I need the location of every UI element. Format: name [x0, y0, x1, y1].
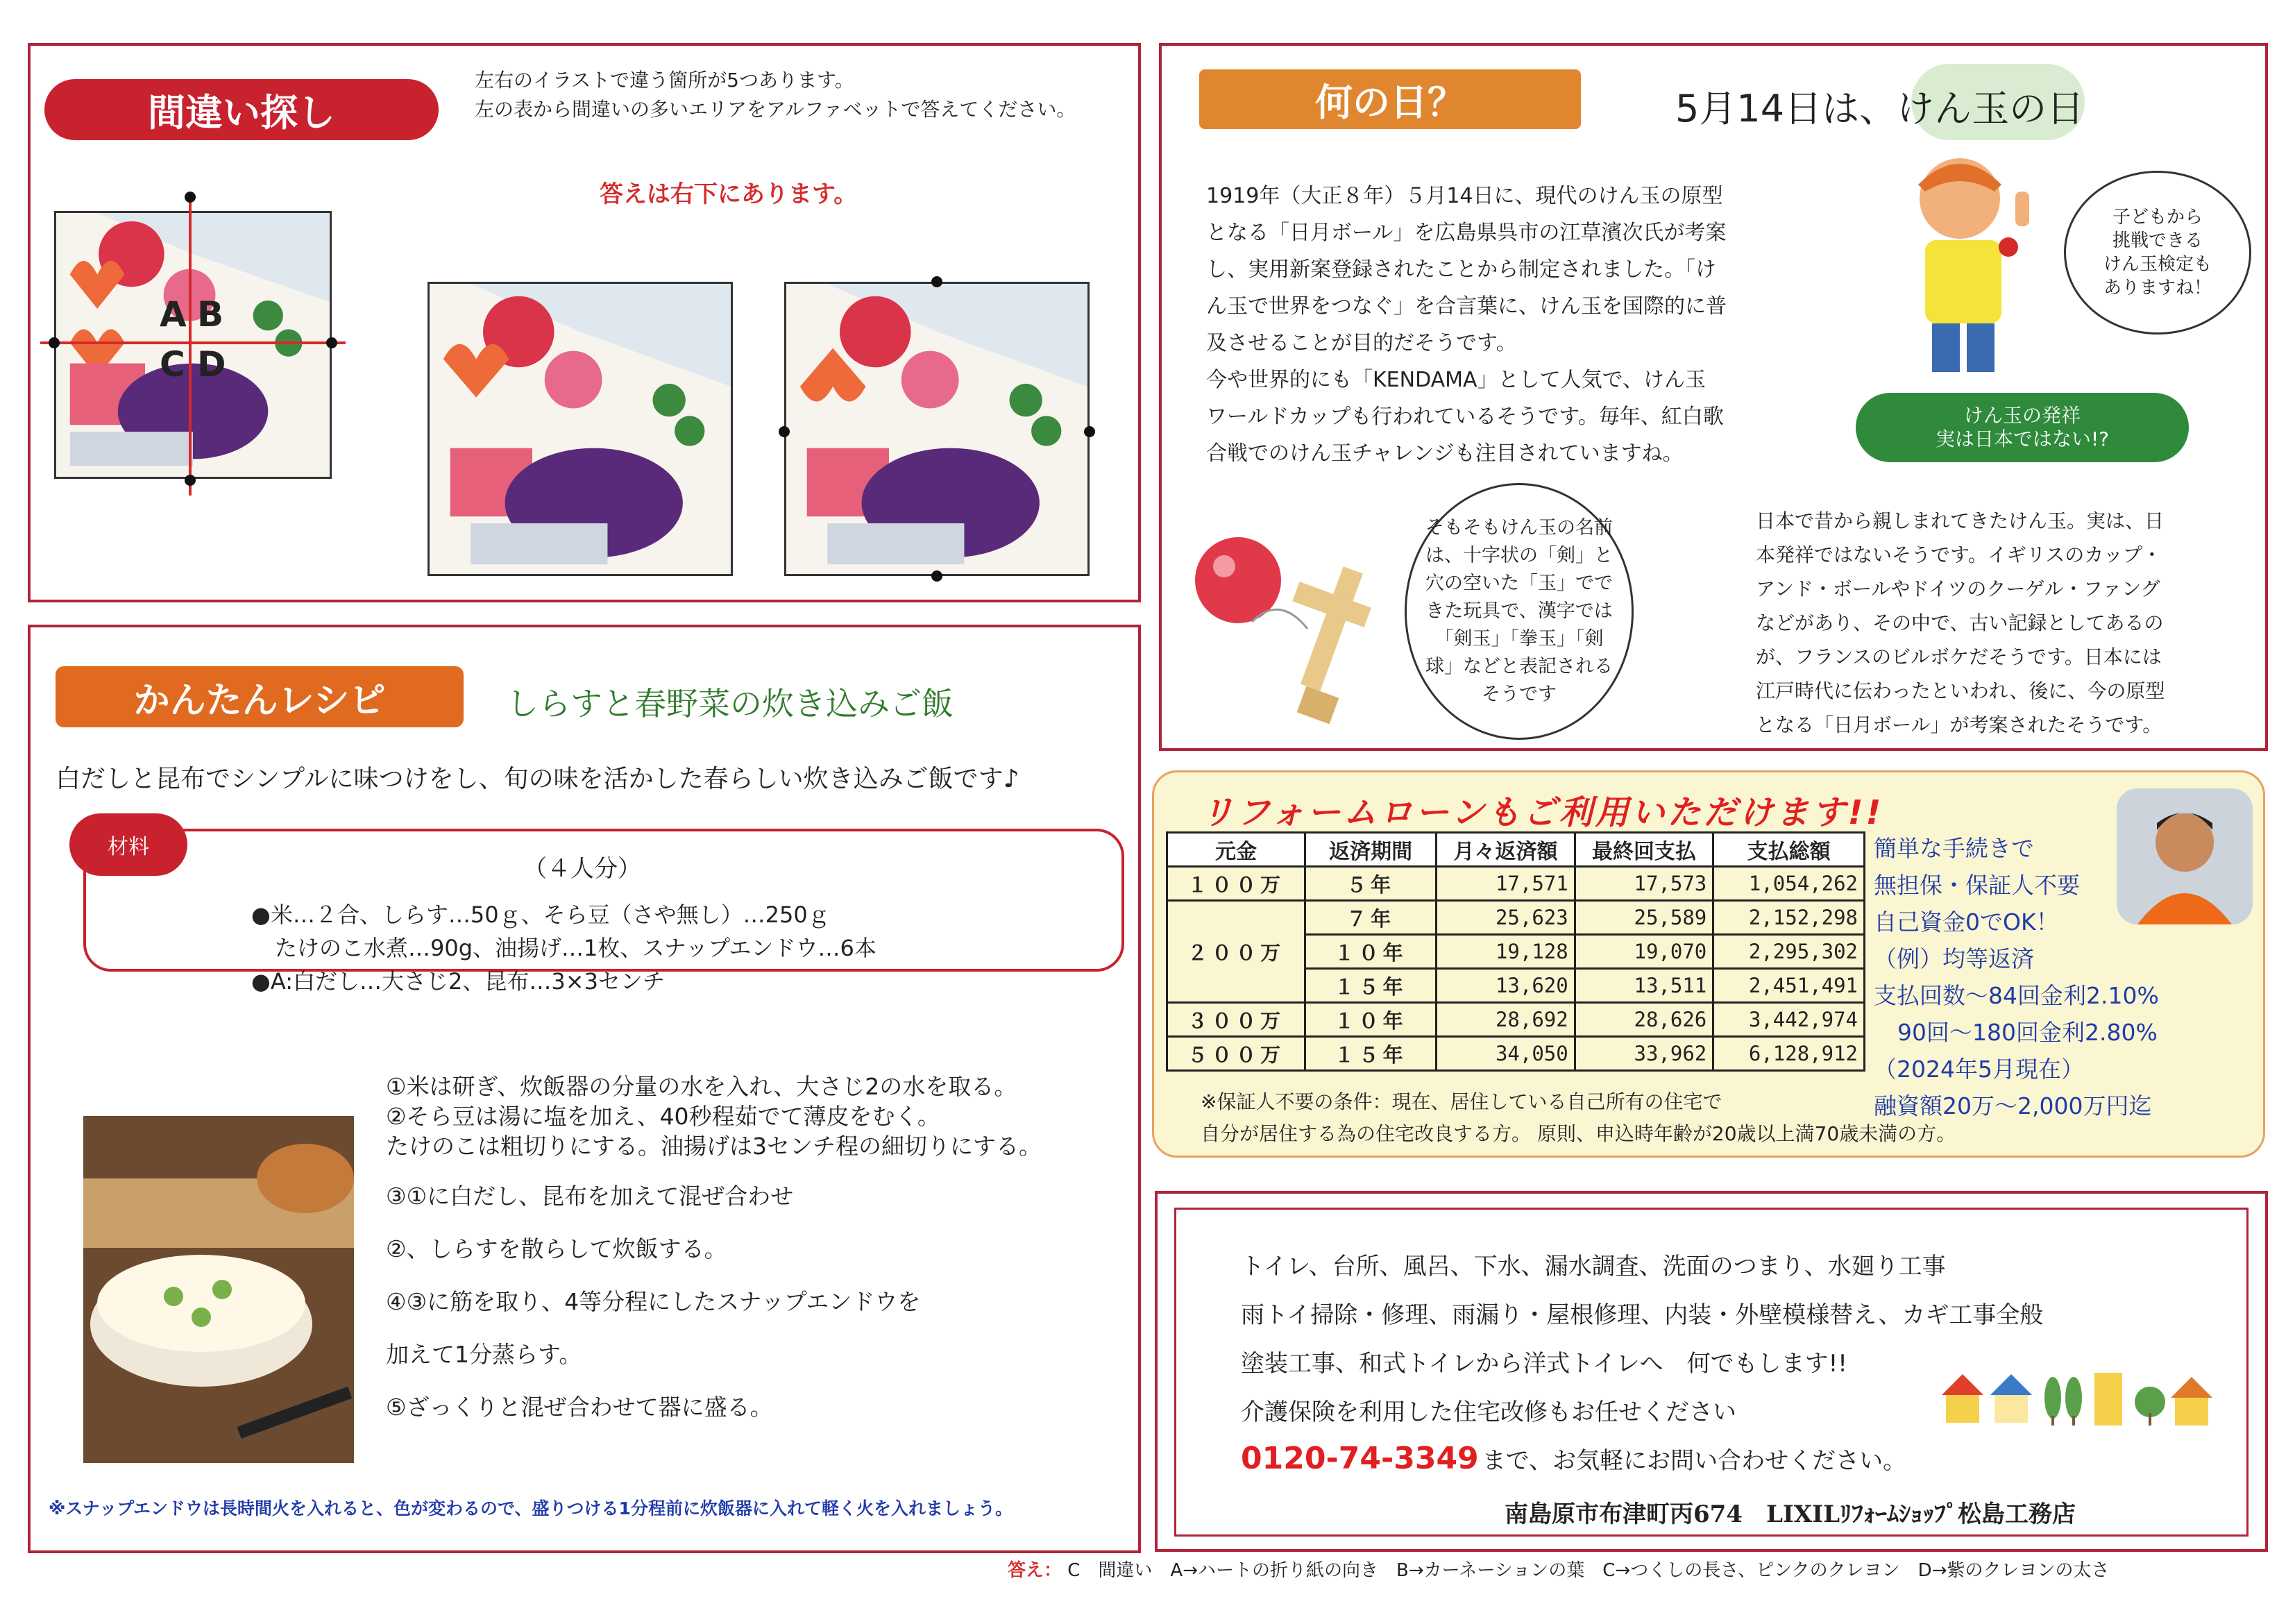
- bubble-line: そうです: [1482, 684, 1557, 705]
- origin-line: 日本で昔から親しまれてきたけん玉。実は、日: [1756, 509, 2165, 532]
- loan-table: [1166, 831, 1865, 1072]
- modified-marker-left: [779, 426, 790, 437]
- ingredient-line: たけのこ水煮…90g、油揚げ…1枚、スナップエンドウ…6本: [275, 935, 876, 961]
- recipe-step: ③①に白だし、昆布を加えて混ぜ合わせ: [386, 1183, 794, 1210]
- answer-location-note: 答えは右下にあります。: [600, 180, 858, 208]
- modified-marker-top: [931, 276, 942, 287]
- recipe-title-pill: かんたんレシピ: [56, 666, 464, 727]
- history-line: ん玉で世界をつなぐ」を合言葉に、けん玉を国際的に普: [1206, 294, 1727, 319]
- grid-marker-top: [185, 192, 196, 203]
- recipe-step: ②、しらすを散らして炊飯する。: [386, 1235, 727, 1262]
- grid-label-c: C: [160, 344, 185, 384]
- total-cell: 2,295,302: [1713, 935, 1865, 969]
- original-drawing: [430, 284, 731, 574]
- bubble-line: 「剣玉」「拳玉」「剣: [1434, 628, 1604, 650]
- loan-condition-1: ※保証人不要の条件：現在、居住している自己所有の住宅で: [1201, 1090, 1722, 1113]
- grid-label-a: A: [160, 294, 187, 335]
- benefit-line: （例）均等返済: [1874, 945, 2034, 972]
- col-total: 支払総額: [1713, 833, 1865, 867]
- modified-illustration: [784, 282, 1090, 576]
- loan-condition-2: 自分が居住する為の住宅改良する方。 原則、申込時年齢が20歳以上満70歳未満の方。: [1201, 1122, 1956, 1145]
- col-final: 最終回支払: [1575, 833, 1713, 867]
- what-day-title-pill: 何の日？: [1199, 69, 1581, 129]
- final-cell: 17,573: [1575, 867, 1713, 901]
- contact-line: [1241, 1441, 1906, 1476]
- ingredients-tag: 材料: [69, 813, 187, 876]
- table-row: [1167, 1037, 1865, 1071]
- service-line: トイレ、台所、風呂、下水、漏水調査、洗面のつまり、水廻り工事: [1241, 1253, 1946, 1280]
- final-cell: 33,962: [1575, 1037, 1713, 1071]
- bubble-line: 挑戦できる: [2112, 230, 2203, 251]
- bubble-line: きた玩具で、漢字では: [1425, 600, 1613, 622]
- answer-text: C 間違い A→ハートの折り紙の向き B→カーネーションの葉 C→つくしの長さ、ピンクのクレヨン D→紫のクレヨンの太さ: [1067, 1560, 2110, 1581]
- benefit-line: 融資額20万～2,000万円迄: [1874, 1092, 2152, 1119]
- staff-photo: [2117, 788, 2253, 924]
- recipe-panel: [28, 625, 1141, 1553]
- total-cell: 6,128,912: [1713, 1037, 1865, 1071]
- origin-line: アンド・ボールやドイツのクーゲル・ファング: [1756, 577, 2160, 600]
- col-principal: 元金: [1167, 833, 1305, 867]
- benefit-line: 無担保・保証人不要: [1874, 872, 2080, 899]
- monthly-cell: 25,623: [1437, 901, 1575, 935]
- recipe-dish-name: しらすと春野菜の炊き込みご飯: [507, 685, 954, 722]
- pill-line: けん玉の発祥: [1963, 404, 2081, 427]
- col-monthly: 月々返済額: [1437, 833, 1575, 867]
- bubble-line: 球」などと表記される: [1425, 656, 1613, 677]
- monthly-cell: 19,128: [1437, 935, 1575, 969]
- history-line: となる「日月ボール」を広島県呉市の江草濱次氏が考案: [1206, 221, 1727, 245]
- table-row: [1167, 1003, 1865, 1037]
- recipe-step: ④③に筋を取り、4等分程にしたスナップエンドウを: [386, 1288, 921, 1315]
- principal-cell: １００万: [1167, 867, 1305, 901]
- answer-line: [1008, 1556, 2109, 1582]
- dish-photo: [83, 1116, 354, 1463]
- origin-line: 本発祥ではないそうです。イギリスのカップ・: [1756, 543, 2162, 566]
- recipe-step: ①米は研ぎ、炊飯器の分量の水を入れ、大さじ2の水を取る。: [386, 1073, 1017, 1100]
- phone-number[interactable]: 0120-74-3349: [1241, 1441, 1479, 1476]
- benefit-line: （2024年5月現在）: [1874, 1056, 2084, 1083]
- final-cell: 28,626: [1575, 1003, 1713, 1037]
- term-cell: １５年: [1305, 1037, 1437, 1071]
- origin-line: などがあり、その中で、古い記録としてあるの: [1756, 611, 2164, 634]
- modified-marker-right: [1084, 426, 1095, 437]
- bubble-line: そもそもけん玉の名前: [1425, 517, 1613, 539]
- spot-title-pill: 間違い探し: [44, 79, 439, 140]
- origin-question-pill: [1856, 393, 2189, 462]
- principal-cell: ２００万: [1167, 901, 1305, 1003]
- monthly-cell: 28,692: [1437, 1003, 1575, 1037]
- history-line: 1919年（大正８年）５月14日に、現代のけん玉の原型: [1206, 184, 1723, 208]
- table-row: [1167, 867, 1865, 901]
- final-cell: 19,070: [1575, 935, 1713, 969]
- ingredient-line: ●米…２合、しらす…50ｇ、そら豆（さや無し）…250ｇ: [251, 902, 830, 928]
- service-line: 塗装工事、和式トイレから洋式トイレへ 何でもします!!: [1241, 1350, 1847, 1378]
- recipe-step: ②そら豆は湯に塩を加え、40秒程茹でて薄皮をむく。: [386, 1103, 940, 1130]
- original-illustration: [427, 282, 733, 576]
- history-line: ワールドカップも行われているそうです。毎年、紅白歌: [1206, 405, 1724, 429]
- answer-label: 答え：: [1008, 1560, 1062, 1581]
- name-speech-bubble: [1405, 483, 1634, 740]
- origin-line: となる「日月ボール」が考案されたそうです。: [1756, 713, 2162, 736]
- principal-cell: ５００万: [1167, 1037, 1305, 1071]
- history-line: し、実用新案登録されたことから制定されました。「け: [1206, 257, 1716, 282]
- recipe-step: 加えて1分蒸らす。: [386, 1341, 582, 1368]
- term-cell: ７年: [1305, 901, 1437, 935]
- recipe-step: ⑤ざっくりと混ぜ合わせて器に盛る。: [386, 1394, 773, 1421]
- boy-with-kendama-illustration: [1890, 150, 2057, 379]
- grid-illustration: [54, 211, 332, 479]
- principal-cell: ３００万: [1167, 1003, 1305, 1037]
- grid-label-b: B: [197, 294, 224, 335]
- spot-instruction-1: 左右のイラストで違う箇所が5つあります。: [475, 69, 854, 92]
- modified-marker-bottom: [931, 570, 942, 582]
- benefit-line: 90回～180回金利2.80%: [1897, 1019, 2158, 1046]
- origin-line: 江戸時代に伝わったといわれ、後に、今の原型: [1756, 679, 2165, 702]
- recipe-note: ※スナップエンドウは長時間火を入れると、色が変わるので、盛りつける1分程前に炊飯器に入れて軽く火を入れましょう。: [49, 1498, 1013, 1519]
- term-cell: １０年: [1305, 935, 1437, 969]
- monthly-cell: 34,050: [1437, 1037, 1575, 1071]
- history-line: 及させることが目的だそうです。: [1206, 331, 1517, 355]
- term-cell: １０年: [1305, 1003, 1437, 1037]
- monthly-cell: 17,571: [1437, 867, 1575, 901]
- loan-table-header: [1167, 833, 1865, 867]
- origin-paragraph: [1756, 504, 2165, 742]
- grid-line-vertical: [189, 197, 192, 496]
- bubble-line: ありますね！: [2103, 278, 2212, 298]
- modified-drawing: [786, 284, 1087, 574]
- bubble-line: 穴の空いた「玉」でで: [1425, 573, 1613, 594]
- spot-the-difference-panel: [28, 43, 1141, 602]
- term-cell: ５年: [1305, 867, 1437, 901]
- benefit-line: 支払回数～84回金利2.10%: [1874, 982, 2159, 1009]
- loan-title: リフォームローンもご利用いただけます!!: [1201, 793, 1884, 832]
- spot-instruction-2: 左の表から間違いの多いエリアをアルファベットで答えてください。: [475, 98, 1076, 121]
- services-list: [1241, 1242, 2043, 1437]
- benefit-line: 簡単な手続きで: [1874, 835, 2034, 862]
- servings: （４人分）: [523, 855, 641, 883]
- grid-label-d: D: [197, 344, 226, 384]
- col-term: 返済期間: [1305, 833, 1437, 867]
- ingredient-line: ●A:白だし…大さじ2、昆布…3×3センチ: [251, 968, 665, 995]
- bubble-line: は、十字状の「剣」と: [1425, 545, 1613, 566]
- benefit-line: 自己資金0でOK！: [1874, 908, 2059, 936]
- history-line: 合戦でのけん玉チャレンジも注目されていますね。: [1206, 441, 1684, 466]
- total-cell: 3,442,974: [1713, 1003, 1865, 1037]
- bubble-line: けん玉検定も: [2103, 254, 2212, 275]
- monthly-cell: 13,620: [1437, 969, 1575, 1003]
- history-paragraph: [1206, 178, 1727, 472]
- history-line: 今や世界的にも「KENDAMA」として人気で、けん玉: [1206, 368, 1706, 392]
- kendama-illustration: [1183, 518, 1405, 740]
- shop-address: 南島原市布津町丙674 LIXILﾘﾌｫｰﾑｼｮｯﾌﾟ松島工務店: [1505, 1500, 2076, 1528]
- grid-marker-bottom: [185, 475, 196, 486]
- final-cell: 13,511: [1575, 969, 1713, 1003]
- grid-marker-left: [49, 337, 60, 348]
- what-day-panel: [1159, 43, 2268, 751]
- recipe-intro: 白だしと昆布でシンプルに味つけをし、旬の味を活かした春らしい炊き込みご飯です♪: [56, 765, 1019, 793]
- grid-marker-right: [326, 337, 337, 348]
- what-day-headline: 5月14日は、けん玉の日: [1675, 87, 2085, 130]
- total-cell: 2,451,491: [1713, 969, 1865, 1003]
- origin-line: が、フランスのビルボケだそうです。日本には: [1756, 645, 2162, 668]
- table-row: [1167, 901, 1865, 935]
- grid-drawing: [56, 213, 330, 477]
- phone-suffix: まで、お気軽にお問い合わせください。: [1482, 1447, 1907, 1475]
- service-line: 雨トイ掃除・修理、雨漏り・屋根修理、内装・外壁模様替え、カギ工事全般: [1241, 1301, 2044, 1329]
- houses-icon: [1942, 1367, 2219, 1427]
- recipe-step: たけのこは粗切りにする。油揚げは3センチ程の細切りにする。: [386, 1133, 1042, 1160]
- total-cell: 1,054,262: [1713, 867, 1865, 901]
- total-cell: 2,152,298: [1713, 901, 1865, 935]
- grid-line-horizontal: [40, 341, 346, 344]
- service-line: 介護保険を利用した住宅改修もお任せください: [1241, 1398, 1736, 1426]
- boy-speech-bubble: [2064, 171, 2251, 335]
- bubble-line: 子どもから: [2112, 207, 2203, 228]
- final-cell: 25,589: [1575, 901, 1713, 935]
- pill-line: 実は日本ではない!?: [1935, 428, 2110, 450]
- term-cell: １５年: [1305, 969, 1437, 1003]
- ingredients-list: [251, 898, 876, 998]
- services-panel: [1155, 1191, 2268, 1552]
